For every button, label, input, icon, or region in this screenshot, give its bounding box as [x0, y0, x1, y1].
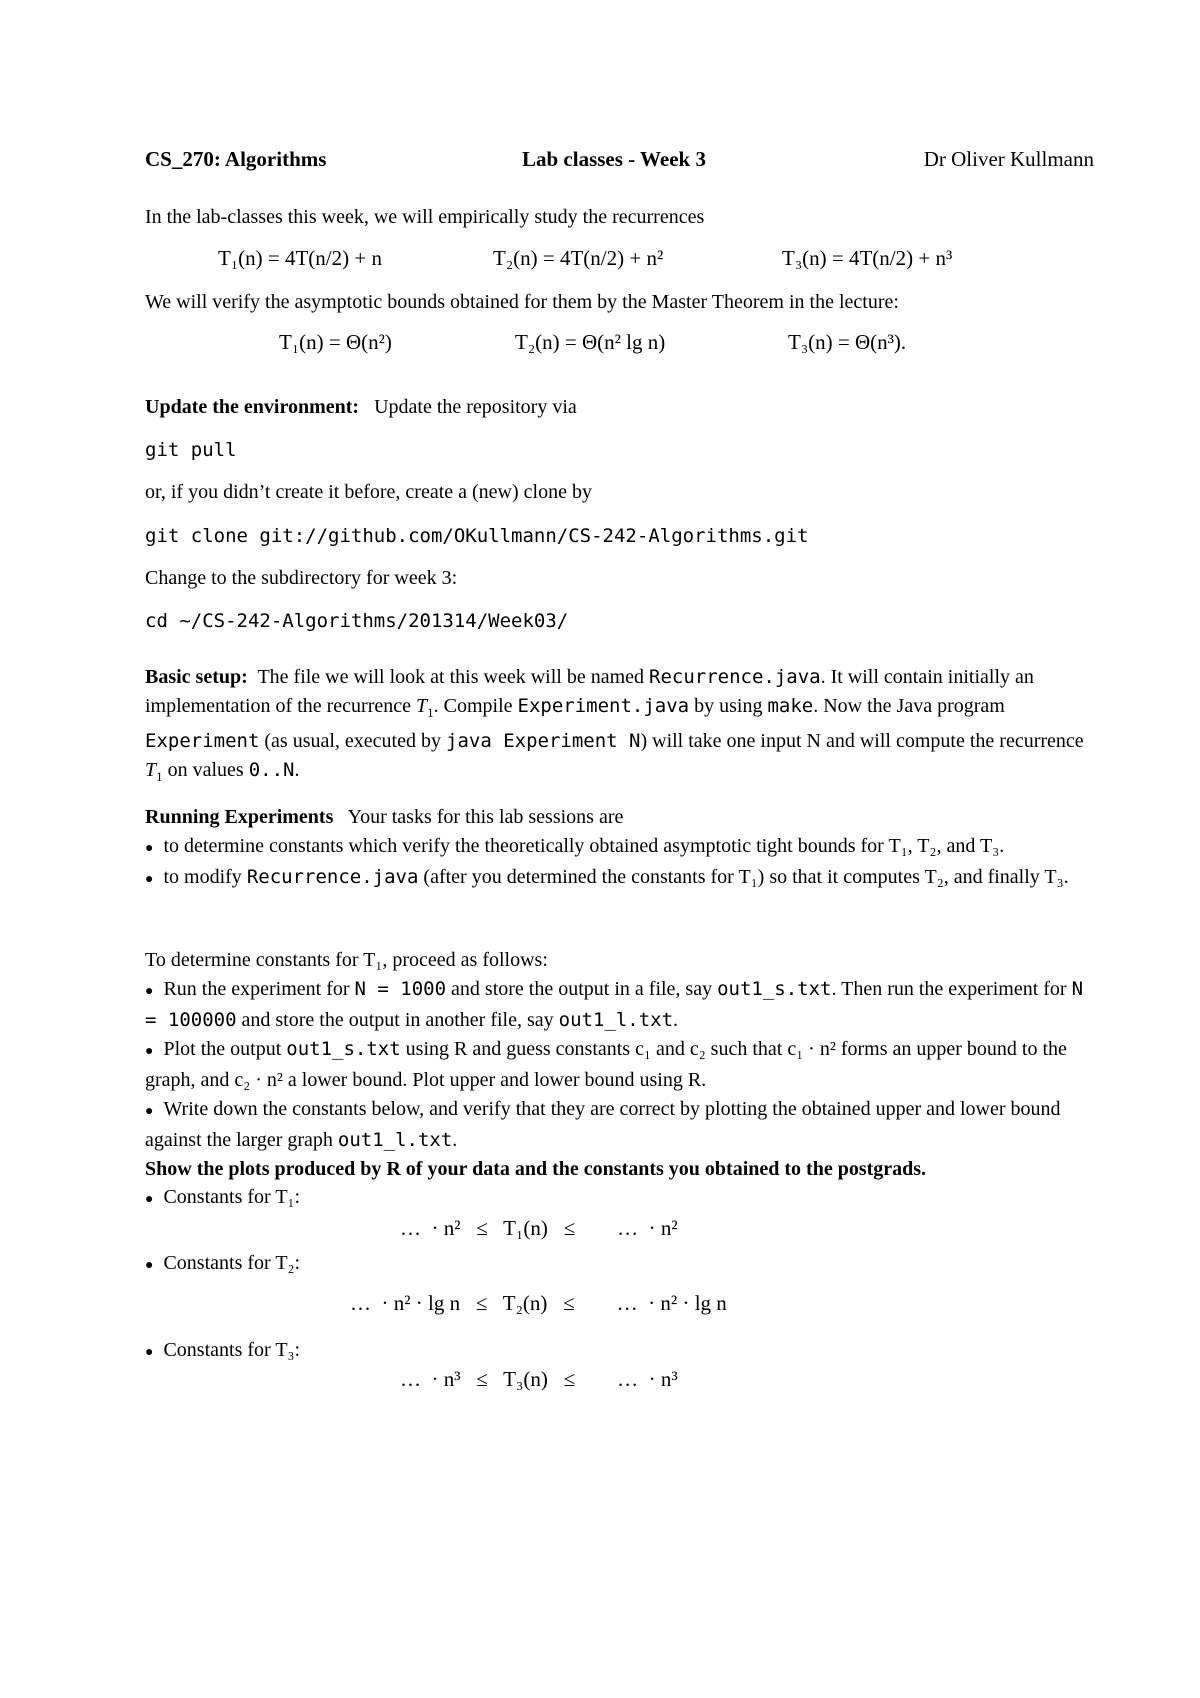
update-text: Update the repository via [374, 396, 577, 418]
git-pull-command: git pull [145, 439, 237, 461]
task-2: (after you determined the constants for T₁) so that it computes T₂, and finally T₃. [423, 866, 1069, 888]
bullet-icon: ● [145, 872, 154, 887]
or-text: or, if you didn’t create it before, create a (new) clone by [145, 481, 592, 503]
recurrence-2: T₂(n) = 4T(n/2) + n² [493, 246, 664, 270]
session-title: Lab classes - Week 3 [522, 147, 706, 171]
update-paragraph [145, 393, 1094, 422]
basic-setup-paragraph: Basic setup: The file we will look at this week will be named Recurrence.java. It will contain initially an implementation of the recurrence $T_1$. Compile Experiment.java by using make. Now the Java program Experiment (as usual, executed by java Experiment N) will take one input N and will compute the recurrence $T_1$ on values 0..N. [145, 666, 1084, 784]
task-1: to determine constants which verify the theoretically obtained asymptotic tight bounds for T₁, T₂, and T₃. [163, 835, 1005, 857]
update-heading: Update the environment: [145, 396, 360, 418]
program-name: Experiment [145, 730, 260, 752]
constants-t3-label: ● Constants for T₃: [145, 1339, 301, 1361]
bound-2: T₂(n) = Θ(n² lg n) [515, 330, 666, 354]
recurrence-file: Recurrence.java [246, 866, 419, 888]
running-paragraph: Running Experiments Your tasks for this lab sessions are ● to determine constants which verify the theoretically obtained asymptotic tight bounds for T₁, T₂, and T₃. ● to modify Recurrence.java (after you determined the constants for T₁) so that it computes T₂, and finally T₃. [145, 806, 1069, 888]
large-output-file: out1_l.txt [558, 1009, 674, 1031]
bullet-icon: ● [145, 841, 154, 856]
bullet-icon: ● [145, 1104, 154, 1119]
bullet-icon: ● [145, 1345, 154, 1360]
constants-t2-inequality: … · n² · lg n ≤ T₂(n) ≤ … · n² · lg n [350, 1291, 727, 1315]
cd-command: cd ~/CS-242-Algorithms/201314/Week03/ [145, 610, 569, 632]
value-range: 0..N [248, 759, 295, 781]
intro-text: In the lab-classes this week, we will empirically study the recurrences [145, 206, 705, 228]
show-instruction: Show the plots produced by R of your data and the constants you obtained to the postgrads. [145, 1158, 927, 1180]
small-output-file: out1_s.txt [717, 978, 832, 1000]
instructor-name: Dr Oliver Kullmann [923, 147, 1094, 171]
small-output-file: out1_s.txt [286, 1038, 401, 1060]
constants-t1-inequality: … · n² ≤ T₁(n) ≤ … · n² [400, 1216, 678, 1240]
recurrence-1: T₁(n) = 4T(n/2) + n [218, 246, 382, 270]
constants-t1-label: ● Constants for T₁: [145, 1186, 301, 1208]
git-clone-command: git clone git://github.com/OKullmann/CS-242-Algorithms.git [145, 525, 809, 547]
verify-text: We will verify the asymptotic bounds obtained for them by the Master Theorem in the lecture: [145, 291, 899, 313]
course-title: CS_270: Algorithms [145, 147, 327, 171]
bullet-icon: ● [145, 1192, 154, 1207]
recurrence-file: Recurrence.java [649, 666, 821, 688]
bound-3: T₃(n) = Θ(n³). [788, 330, 907, 354]
bullet-icon: ● [145, 984, 154, 999]
running-heading: Running Experiments [145, 806, 334, 828]
page-header [145, 147, 1094, 177]
recurrence-3: T₃(n) = 4T(n/2) + n³ [782, 246, 953, 270]
constants-t2-label: ● Constants for T₂: [145, 1252, 301, 1274]
bound-1: T₁(n) = Θ(n²) [279, 330, 392, 354]
constants-t3-inequality: … · n³ ≤ T₃(n) ≤ … · n³ [400, 1367, 678, 1391]
large-output-file: out1_l.txt [337, 1129, 453, 1151]
java-command: java Experiment N [446, 730, 641, 752]
change-text: Change to the subdirectory for week 3: [145, 567, 458, 589]
experiment-file: Experiment.java [517, 695, 690, 717]
determine-paragraph: To determine constants for T₁, proceed as follows: ● Run the experiment for N = 1000 and store the output in a file, say out1_s.txt. Then run the experiment for N = 100000 and store the output in another file, say out1_l.txt. ● Plot the output out1_s.txt using R and guess constants c₁ and c₂ such that c₁ · n² forms an upper bound to the graph, and c₂ · n² a lower bound. Plot upper and lower bound using R. ● Write down the constants below, and verify that they are correct by plotting the obtained upper and lower bound against the larger graph out1_l.txt. [145, 949, 1084, 1151]
bullet-icon: ● [145, 1258, 154, 1273]
make-command: make [767, 695, 814, 717]
bullet-icon: ● [145, 1044, 154, 1059]
basic-heading: Basic setup: [145, 666, 248, 688]
